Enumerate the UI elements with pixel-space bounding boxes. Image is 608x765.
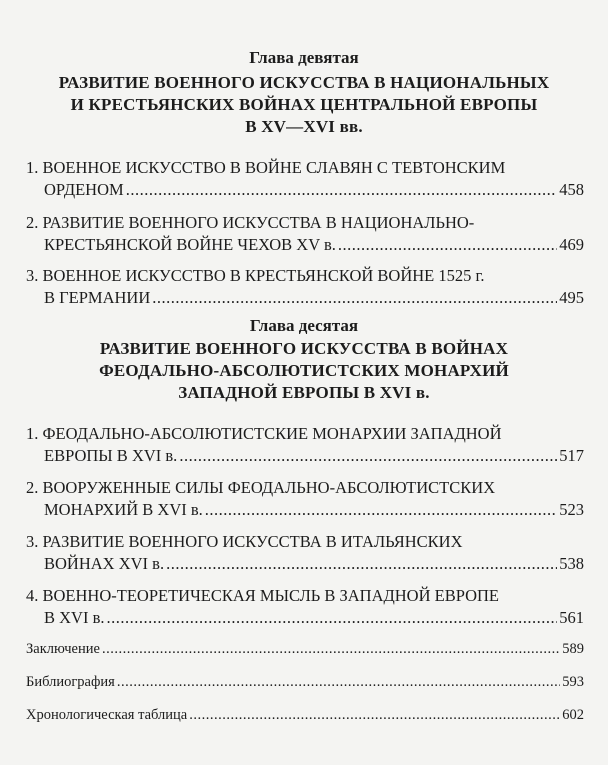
backmatter-item-chronology <box>26 707 584 724</box>
ch10-entry1-line2: ЕВРОПЫ В XVI в. <box>44 446 178 465</box>
dot-leader <box>166 554 557 574</box>
ch9-entry2-leader <box>44 235 584 255</box>
ch10-entry1-line1: 1. ФЕОДАЛЬНО-АБСОЛЮТИСТСКИЕ МОНАРХИИ ЗАПАДНОЙ <box>26 424 502 443</box>
ch9-entry3-line2: В ГЕРМАНИИ <box>44 288 151 307</box>
dot-leader <box>126 180 558 200</box>
dot-leader <box>117 674 560 691</box>
ch10-entry3-line2: ВОЙНАХ XVI в. <box>44 554 165 573</box>
chapter10-label: Глава десятая <box>249 316 359 335</box>
chapter10-title-line2: ФЕОДАЛЬНО-АБСОЛЮТИСТСКИХ МОНАРХИЙ <box>99 361 509 380</box>
ch10-entry2-page: 523 <box>559 500 584 519</box>
dot-leader <box>102 641 560 658</box>
ch10-entry2-line1: 2. ВООРУЖЕННЫЕ СИЛЫ ФЕОДАЛЬНО-АБСОЛЮТИСТСКИХ <box>26 478 496 497</box>
backmatter-bibliography-page: 593 <box>562 674 584 690</box>
backmatter-conclusion-page: 589 <box>562 641 584 657</box>
ch10-entry3-leader <box>44 554 584 574</box>
ch10-entry2-leader <box>44 500 584 520</box>
dot-leader <box>179 446 557 466</box>
dot-leader <box>189 707 560 724</box>
backmatter-conclusion-title: Заключение <box>26 641 100 657</box>
chapter10-title-line3: ЗАПАДНОЙ ЕВРОПЫ В XVI в. <box>178 383 430 402</box>
chapter10-title-line1: РАЗВИТИЕ ВОЕННОГО ИСКУССТВА В ВОЙНАХ <box>99 339 509 358</box>
dot-leader <box>338 235 557 255</box>
ch10-entry4-leader <box>44 608 584 628</box>
ch9-entry3-leader <box>44 288 584 308</box>
backmatter-item-conclusion <box>26 641 584 658</box>
ch10-entry1-leader <box>44 446 584 466</box>
backmatter-chronology-title: Хронологическая таблица <box>26 707 188 723</box>
backmatter-chronology-page: 602 <box>562 707 584 723</box>
chapter9-title-line3: В XV—XVI вв. <box>245 117 363 136</box>
ch10-entry3-page: 538 <box>559 554 584 573</box>
chapter9-title <box>20 72 588 138</box>
chapter9-label: Глава девятая <box>249 48 359 67</box>
ch10-entry4-line1: 4. ВОЕННО-ТЕОРЕТИЧЕСКАЯ МЫСЛЬ В ЗАПАДНОЙ ЕВРОПЕ <box>26 586 500 605</box>
dot-leader <box>205 500 557 520</box>
backmatter-bibliography-title: Библиография <box>26 674 115 690</box>
chapter9-title-line1: РАЗВИТИЕ ВОЕННОГО ИСКУССТВА В НАЦИОНАЛЬНЫХ <box>58 73 550 92</box>
ch9-entry1-leader <box>44 180 584 200</box>
ch9-entry3-page: 495 <box>559 288 584 307</box>
ch9-entry1-line1: 1. ВОЕННОЕ ИСКУССТВО В ВОЙНЕ СЛАВЯН С ТЕВТОНСКИМ <box>26 158 506 177</box>
ch9-entry1-line2: ОРДЕНОМ <box>44 180 124 199</box>
ch10-entry2-line2: МОНАРХИЙ В XVI в. <box>44 500 203 519</box>
ch10-entry3-line1: 3. РАЗВИТИЕ ВОЕННОГО ИСКУССТВА В ИТАЛЬЯНСКИХ <box>26 532 463 551</box>
ch9-entry3-line1: 3. ВОЕННОЕ ИСКУССТВО В КРЕСТЬЯНСКОЙ ВОЙНЕ 1525 г. <box>26 266 485 285</box>
ch9-entry2-line1: 2. РАЗВИТИЕ ВОЕННОГО ИСКУССТВА В НАЦИОНАЛЬНО- <box>26 213 475 232</box>
ch10-entry1-page: 517 <box>559 446 584 465</box>
ch10-entry4-line2: В XVI в. <box>44 608 105 627</box>
dot-leader <box>107 608 558 628</box>
chapter10-title <box>20 338 588 404</box>
ch9-entry2-page: 469 <box>559 235 584 254</box>
dot-leader <box>152 288 557 308</box>
ch9-entry1-page: 458 <box>559 180 584 199</box>
ch10-entry4-page: 561 <box>559 608 584 627</box>
backmatter-item-bibliography <box>26 674 584 691</box>
ch9-entry2-line2: КРЕСТЬЯНСКОЙ ВОЙНЕ ЧЕХОВ XV в. <box>44 235 336 254</box>
chapter9-title-line2: И КРЕСТЬЯНСКИХ ВОЙНАХ ЦЕНТРАЛЬНОЙ ЕВРОПЫ <box>70 95 538 114</box>
